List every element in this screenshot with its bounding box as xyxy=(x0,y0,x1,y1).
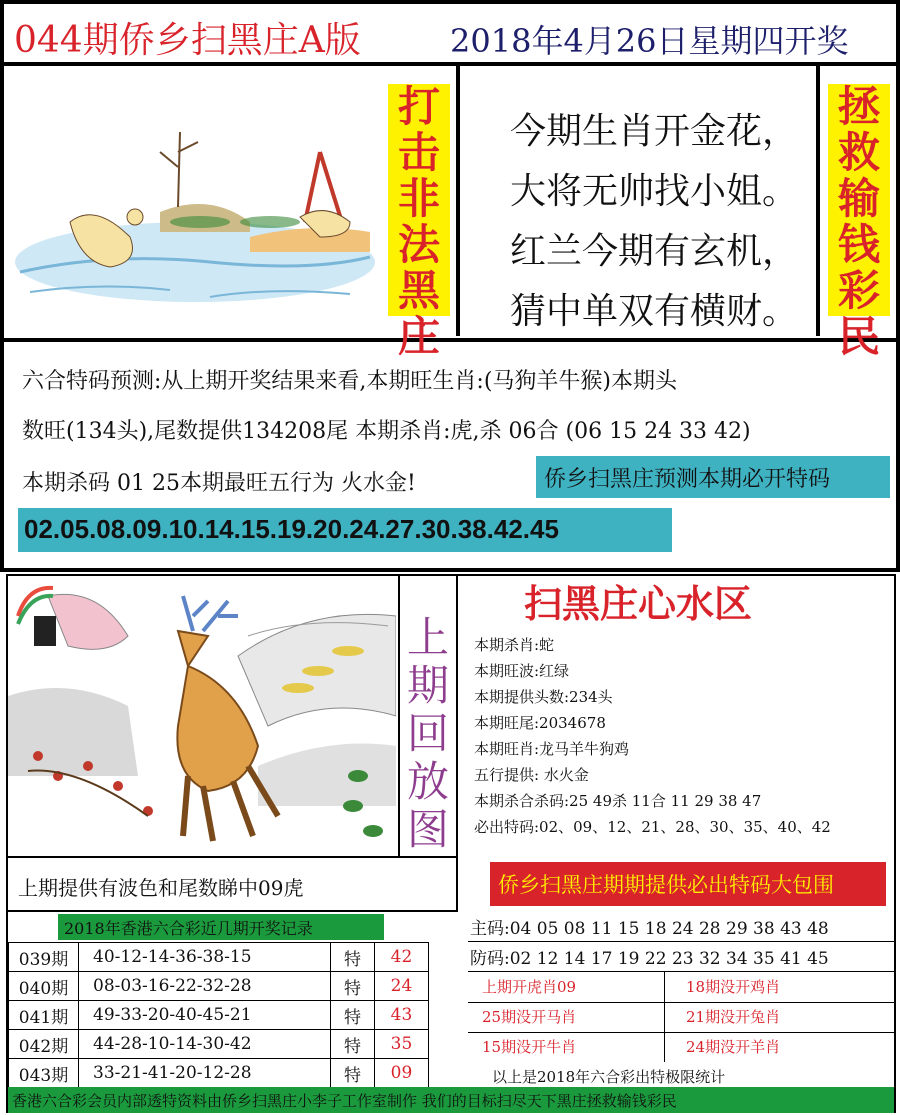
slogan-left-text: 打击非法黑庄 xyxy=(397,82,440,361)
special-cell: 09 xyxy=(375,1059,429,1088)
red-banner xyxy=(490,862,886,906)
numbers-cell: 33-21-41-20-12-28 xyxy=(79,1059,331,1088)
te-cell: 特 xyxy=(331,972,375,1001)
tips-zone xyxy=(474,576,894,858)
stat-cell: 24期没开羊肖 xyxy=(686,1038,781,1056)
draw-date: 2018年4月26日星期四开奖 xyxy=(450,22,849,60)
review-vertical-title: 上期回放图 xyxy=(406,613,449,854)
special-cell: 24 xyxy=(375,972,429,1001)
header-bar xyxy=(0,0,900,66)
stat-cell: 25期没开马肖 xyxy=(482,1008,577,1026)
numbers-cell: 44-28-10-14-30-42 xyxy=(79,1030,331,1059)
zone-line: 本期杀肖:蛇 xyxy=(474,636,555,654)
zone-line: 本期旺肖:龙马羊牛狗鸡 xyxy=(474,740,630,758)
poem-line: 大将无帅找小姐。 xyxy=(510,171,799,212)
numbers-cell: 08-03-16-22-32-28 xyxy=(79,972,331,1001)
prediction-banner xyxy=(536,456,890,498)
poem-line: 今期生肖开金花， xyxy=(510,111,799,152)
stat-cell: 21期没开兔肖 xyxy=(686,1008,781,1026)
prediction-line-3: 本期杀码 01 25本期最旺五行为 火水金! xyxy=(22,471,416,496)
zone-line: 本期提供头数:234头 xyxy=(474,688,613,706)
te-cell: 特 xyxy=(331,1001,375,1030)
divider xyxy=(468,1032,896,1033)
review-section xyxy=(6,574,896,1113)
divider xyxy=(816,66,820,336)
special-cell: 43 xyxy=(375,1001,429,1030)
history-title-bar xyxy=(58,914,384,940)
stat-cell: 上期开虎肖09 xyxy=(482,978,577,996)
stats-note: 以上是2018年六合彩出特极限统计 xyxy=(492,1068,726,1086)
table-row xyxy=(9,943,429,972)
zone-title: 扫黑庄心水区 xyxy=(524,581,753,626)
special-numbers-bar xyxy=(18,508,672,552)
red-banner-text: 侨乡扫黑庄期期提供必出特码大包围 xyxy=(498,873,834,897)
defense-codes: 防码:02 12 14 17 19 22 23 32 34 35 41 45 xyxy=(470,949,829,969)
slogan-left xyxy=(388,82,450,361)
table-row xyxy=(9,1059,429,1088)
issue-cell: 042期 xyxy=(9,1030,79,1059)
table-row xyxy=(9,1030,429,1059)
main-codes-row xyxy=(468,912,896,942)
issue-cell: 041期 xyxy=(9,1001,79,1030)
footer-text: 香港六合彩会员内部透特资料由侨乡扫黑庄小李子工作室制作 我们的目标扫尽天下黑庄拯救输钱彩民 xyxy=(12,1092,677,1110)
review-title-box xyxy=(400,576,458,858)
divider xyxy=(468,1002,896,1003)
slogan-right-text: 拯救输钱彩民 xyxy=(837,82,880,361)
history-title: 2018年香港六合彩近几期开奖记录 xyxy=(64,919,313,938)
prediction-banner-text: 侨乡扫黑庄预测本期必开特码 xyxy=(544,467,831,492)
stat-cell: 18期没开鸡肖 xyxy=(686,978,781,996)
top-section xyxy=(0,66,900,361)
issue-cell: 039期 xyxy=(9,943,79,972)
zone-line: 本期旺尾:2034678 xyxy=(474,714,606,732)
history-table xyxy=(8,942,429,1088)
defense-codes-row xyxy=(468,942,896,972)
last-hit-text: 上期提供有波色和尾数睇中09虎 xyxy=(18,876,304,900)
table-row xyxy=(9,972,429,1001)
stat-cell: 15期没开牛肖 xyxy=(482,1038,577,1056)
issue-cell: 040期 xyxy=(9,972,79,1001)
zone-line: 五行提供: 水火金 xyxy=(474,766,589,784)
prediction-section xyxy=(0,342,900,572)
poem-block xyxy=(510,102,798,342)
special-cell: 42 xyxy=(375,943,429,972)
divider xyxy=(456,66,460,336)
prediction-line-2: 数旺(134头),尾数提供134208尾 本期杀肖:虎,杀 06合 (06 15 24 33 42) xyxy=(22,419,751,444)
footer-bar xyxy=(8,1087,894,1113)
prediction-line-1: 六合特码预测:从上期开奖结果来看,本期旺生肖:(马狗羊牛猴)本期头 xyxy=(22,369,677,394)
zone-line: 必出特码:02、09、12、21、28、30、35、40、42 xyxy=(474,818,831,836)
stats-grid xyxy=(468,972,896,1062)
duck-illustration xyxy=(10,72,380,334)
numbers-cell: 49-33-20-40-45-21 xyxy=(79,1001,331,1030)
last-hit-box xyxy=(8,858,458,912)
slogan-right xyxy=(828,82,890,361)
issue-cell: 043期 xyxy=(9,1059,79,1088)
issue-title: 044期侨乡扫黑庄A版 xyxy=(14,20,361,61)
poem-line: 红兰今期有玄机， xyxy=(510,231,799,272)
main-codes: 主码:04 05 08 11 15 18 24 28 29 38 43 48 xyxy=(470,919,829,939)
numbers-cell: 40-12-14-36-38-15 xyxy=(79,943,331,972)
divider xyxy=(664,972,665,1062)
deer-illustration xyxy=(8,576,400,858)
zone-line: 本期旺波:红绿 xyxy=(474,662,570,680)
special-cell: 35 xyxy=(375,1030,429,1059)
te-cell: 特 xyxy=(331,1059,375,1088)
te-cell: 特 xyxy=(331,943,375,972)
zone-line: 本期杀合杀码:25 49杀 11合 11 29 38 47 xyxy=(474,792,762,810)
te-cell: 特 xyxy=(331,1030,375,1059)
table-row xyxy=(9,1001,429,1030)
special-numbers: 02.05.08.09.10.14.15.19.20.24.27.30.38.42.45 xyxy=(24,514,559,544)
poem-line: 猜中单双有横财。 xyxy=(510,291,799,332)
